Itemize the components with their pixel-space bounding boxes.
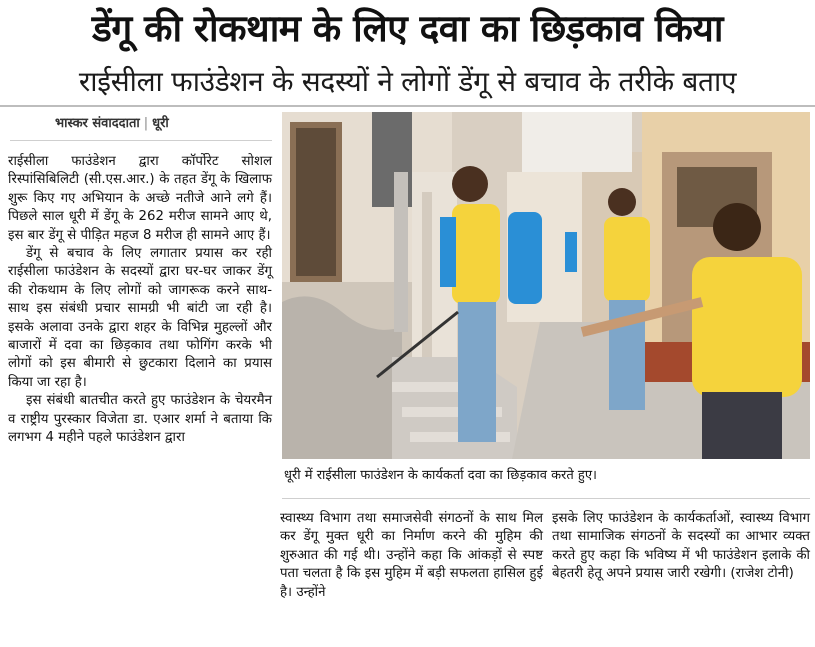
byline [55, 113, 169, 131]
subheadline: राईसीला फाउंडेशन के सदस्यों ने लोगों डेंगू से बचाव के तरीके बताए [78, 65, 737, 98]
header-divider [0, 105, 815, 107]
article-column-2 [280, 510, 543, 602]
article-paragraph: स्वास्थ्य विभाग तथा समाजसेवी संगठनों के साथ मिल कर डेंगू मुक्त धूरी का निर्माण करने की मुहिम की शुरुआत की गई थी। उन्होंने कहा कि आंकड़ों से स्पष्ट पता चलता है कि इस मुहिम में बड़ी सफलता हासिल हुई है। उन्होंने [280, 511, 543, 600]
headline: डेंगू की रोकथाम के लिए दवा का छिड़काव किया [92, 7, 723, 50]
article-paragraph: इस संबंधी बातचीत करते हुए फाउंडेशन के चेयरमैन व राष्ट्रीय पुरस्कार विजेता डा. एआर शर्मा ने बताया कि लगभग 4 महीने पहले फाउंडेशन द्वारा [8, 393, 272, 446]
article-paragraph: डेंगू से बचाव के लिए लगातार प्रयास कर रही राईसीला फाउंडेशन के सदस्यों द्वारा घर-घर जाकर डेंगू की रोकथाम के लिए लोगों को जागरूक करने साथ-साथ इस संबंधी प्रचार सामग्री भी बांटी जा रही है। इसके अलावा उनके द्वारा शहर के विभिन्न मुहल्लों और बाजारों में दवा का छिड़काव तथा फोगिंग करके भी लोगों को इस बीमारी से छुटकारा दिलाने का प्रयास किया जा रहा है। [8, 246, 272, 390]
article-column-3 [552, 510, 810, 584]
news-photo [282, 112, 810, 459]
caption-divider [282, 498, 810, 499]
byline-divider [10, 140, 272, 141]
photo-illustration [282, 112, 810, 459]
article-paragraph: राईसीला फाउंडेशन द्वारा कॉर्पोरेट सोशल रिस्पांसिबिलिटी (सी.एस.आर.) के तहत डेंगू के खिलाफ शुरू किए गए अभियान के अच्छे नतीजे आने लगे हैं। पिछले साल धूरी में डेंगू के 262 मरीज सामने आए थे, इस बार डेंगू से पीड़ित महज 8 मरीज ही सामने आए हैं। [8, 154, 272, 243]
article-column-1 [8, 153, 272, 448]
byline-location: धूरी [152, 116, 169, 131]
byline-reporter: भास्कर संवाददाता [55, 116, 140, 131]
byline-separator: | [143, 116, 149, 131]
article-paragraph: इसके लिए फाउंडेशन के कार्यकर्ताओं, स्वास्थ्य विभाग तथा सामाजिक संगठनों के सदस्यों का आभार व्यक्त करते हुए कहा कि भविष्य में भी फाउंडेशन इलाके की बेहतरी हेतू अपने प्रयास जारी रखेगी। (राजेश टोनी) [552, 511, 810, 582]
photo-caption: धूरी में राईसीला फाउंडेशन के कार्यकर्ता दवा का छिड़काव करते हुए। [284, 468, 597, 483]
